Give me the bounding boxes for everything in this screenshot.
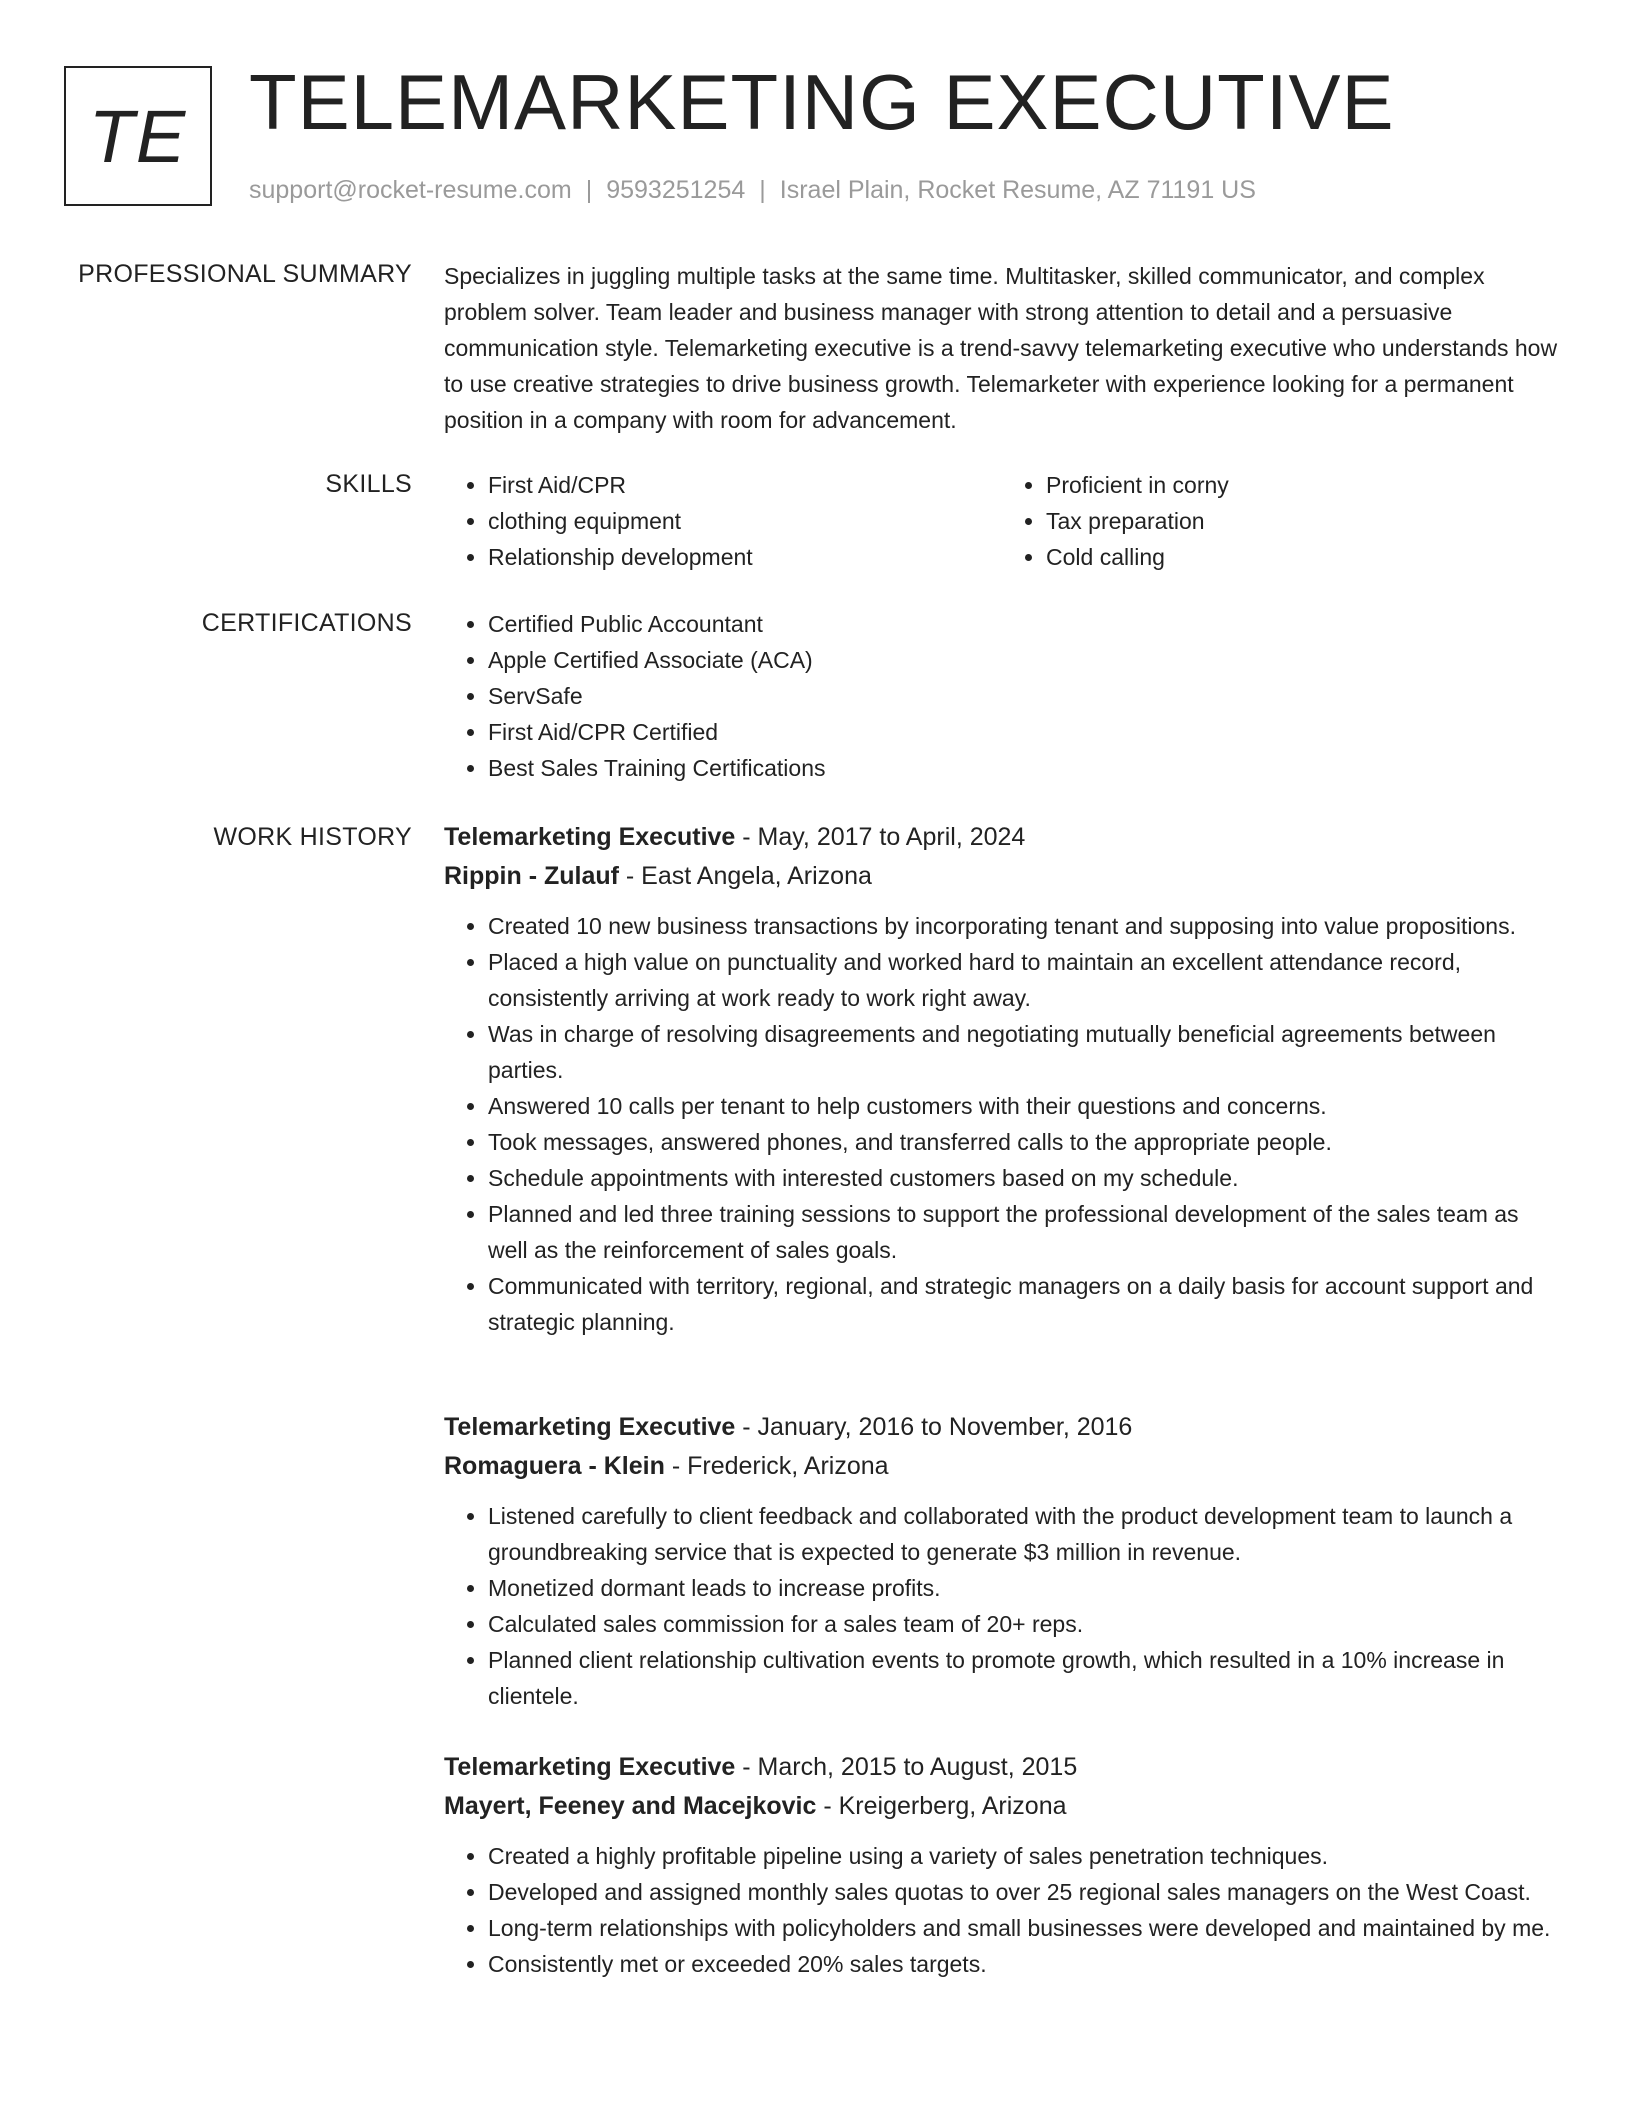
job-company-line [444, 857, 1560, 896]
contact-address: Israel Plain, Rocket Resume, AZ 71191 US [779, 176, 1256, 204]
certification-item: • Apple Certified Associate (ACA) [488, 642, 1560, 678]
job-dates: - January, 2016 to November, 2016 [735, 1413, 1133, 1441]
job-entry [444, 818, 1560, 1340]
job-entry [444, 1408, 1560, 1714]
certifications-list [444, 606, 1560, 786]
contact-separator: | [759, 176, 766, 204]
certification-item: • Certified Public Accountant [488, 606, 1560, 642]
job-bullets [444, 908, 1560, 1340]
skill-item: • Cold calling [1046, 539, 1560, 575]
contact-separator: | [585, 176, 593, 204]
job-bullet: • Monetized dormant leads to increase profits. [488, 1570, 1560, 1606]
contact-phone: 9593251254 [606, 176, 746, 204]
job-company: Romaguera - Klein [444, 1452, 665, 1480]
job-title: Telemarketing Executive [444, 1413, 736, 1441]
job-location: - Frederick, Arizona [664, 1452, 889, 1480]
skills-list [444, 467, 1560, 575]
skills-heading: SKILLS [325, 470, 412, 498]
job-bullet: • Listened carefully to client feedback and collaborated with the product development team to launch a groundbreaking service that is expected to generate $3 million in revenue. [488, 1498, 1560, 1570]
skill-item: • Relationship development [488, 539, 1002, 575]
job-bullets [444, 1498, 1560, 1714]
job-bullet: • Communicated with territory, regional, and strategic managers on a daily basis for account support and strategic planning. [488, 1268, 1560, 1340]
job-company-line [444, 1447, 1560, 1486]
job-company: Mayert, Feeney and Macejkovic [444, 1792, 817, 1820]
job-location: - Kreigerberg, Arizona [816, 1792, 1067, 1820]
job-bullet: • Planned and led three training sessions to support the professional development of the sales team as well as the reinforcement of sales goals. [488, 1196, 1560, 1268]
skill-item: • Tax preparation [1046, 503, 1560, 539]
job-company-line [444, 1787, 1560, 1826]
summary-text: Specializes in juggling multiple tasks at the same time. Multitasker, skilled communicator, and complex problem solver. Team leader and business manager with strong attention to detail and a persuasive communication style. Telemarketing executive is a trend-savvy telemarketing executive who understands how to use creative strategies to drive business growth. Telemarketer with experience looking for a permanent position in a company with room for advancement. [444, 263, 1558, 433]
skill-item: • clothing equipment [488, 503, 1002, 539]
job-location: - East Angela, Arizona [618, 862, 872, 890]
contact-email: support@rocket-resume.com [249, 176, 572, 204]
job-bullet: • Planned client relationship cultivation events to promote growth, which resulted in a 10% increase in clientele. [488, 1642, 1560, 1714]
job-bullet: • Created a highly profitable pipeline using a variety of sales penetration techniques. [488, 1838, 1560, 1874]
job-bullet: • Calculated sales commission for a sales team of 20+ reps. [488, 1606, 1560, 1642]
job-bullet: • Schedule appointments with interested customers based on my schedule. [488, 1160, 1560, 1196]
job-bullets [444, 1838, 1560, 1982]
job-bullet: • Answered 10 calls per tenant to help customers with their questions and concerns. [488, 1088, 1560, 1124]
job-title: Telemarketing Executive [444, 1753, 736, 1781]
job-bullet: • Was in charge of resolving disagreements and negotiating mutually beneficial agreements between parties. [488, 1016, 1560, 1088]
certification-item: • Best Sales Training Certifications [488, 750, 1560, 786]
certifications-heading: CERTIFICATIONS [201, 609, 412, 637]
job-bullet: • Long-term relationships with policyholders and small businesses were developed and maintained by me. [488, 1910, 1560, 1946]
job-bullet: • Placed a high value on punctuality and worked hard to maintain an excellent attendance record, consistently arriving at work ready to work right away. [488, 944, 1560, 1016]
job-bullet: • Created 10 new business transactions by incorporating tenant and supposing into value propositions. [488, 908, 1560, 944]
job-title-line [444, 818, 1560, 857]
job-entry [444, 1748, 1560, 1982]
skills-column-left [444, 467, 1002, 575]
job-bullet: • Consistently met or exceeded 20% sales targets. [488, 1946, 1560, 1982]
job-dates: - May, 2017 to April, 2024 [735, 823, 1026, 851]
work-history-heading: WORK HISTORY [213, 823, 412, 851]
certification-item: • First Aid/CPR Certified [488, 714, 1560, 750]
certification-item: • ServSafe [488, 678, 1560, 714]
job-company: Rippin - Zulauf [444, 862, 619, 890]
job-title-line [444, 1408, 1560, 1447]
skill-item: • Proficient in corny [1046, 467, 1560, 503]
contact-line [249, 172, 1256, 208]
job-dates: - March, 2015 to August, 2015 [735, 1753, 1078, 1781]
skill-item: • First Aid/CPR [488, 467, 1002, 503]
skills-column-right [1002, 467, 1560, 575]
candidate-name: TELEMARKETING EXECUTIVE [249, 58, 1395, 146]
job-title-line [444, 1748, 1560, 1787]
job-bullet: • Developed and assigned monthly sales quotas to over 25 regional sales managers on the West Coast. [488, 1874, 1560, 1910]
job-title: Telemarketing Executive [444, 823, 736, 851]
summary-heading: PROFESSIONAL SUMMARY [78, 260, 412, 288]
job-bullet: • Took messages, answered phones, and transferred calls to the appropriate people. [488, 1124, 1560, 1160]
monogram-logo: TE [64, 66, 212, 206]
